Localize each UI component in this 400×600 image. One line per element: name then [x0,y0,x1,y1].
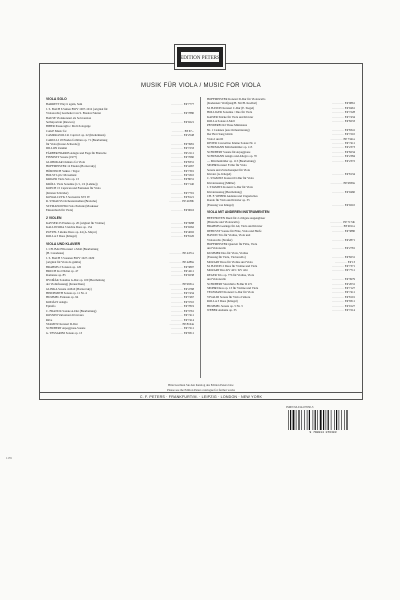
entry-title: HUMMEL Sonate op. 5 Nr. 3 [207,303,243,308]
entry-number: ………… EP 3897 [171,265,194,269]
entry-number: ………… EP 7414 [171,318,194,322]
entry-title: KAISER Stücke für Viola und Klavier [207,114,254,119]
entry-number: ………… EP 9839a [331,181,355,185]
entry-number: ………… EP 8233 [332,119,355,123]
entry-title: DEBUSSY Sonate für Flöte, Viola und Harfe [207,228,262,233]
entry-title: J. CH. BACH Konzert c-Moll (Bearbeitung [46,247,99,251]
entry-number: ………… EP 7660 [171,155,194,159]
entry-title: Selbstportrait (Rawson) [46,120,75,125]
entry-title: FÄRBER/HARRIS Adagio und Fuge für Bratsche [46,150,107,155]
section-heading: VIOLA MIT ANDEREN INSTRUMENTEN [207,210,270,215]
entry-number: ………… EP 7211 [171,326,194,330]
entry-title: ROLLA 3 Duos (Kliegel) [46,234,77,239]
entry-number: ………… EP 7411 [332,290,355,294]
entry-number: ………… EP 67... [172,129,194,133]
column-divider [200,97,201,378]
entry-title: RIVIER Concertino Kleine Sonate Nr. 4 [207,141,256,146]
entry-number: ………… EP 9210 [332,203,355,207]
entry-number: ………… EP 2372 [332,159,355,163]
entry-title: BAUSE Violakonzert als Soloversion [46,115,92,120]
entry-number: ………… EP 4768 [171,287,194,291]
entry-title: HINDEMITH Sonate op. 11 Nr. 4 [46,291,87,296]
left-column [46,97,194,335]
entry-number: ………… EP 7341a [331,137,355,141]
entry-number: ………… EP 2031 [332,282,355,286]
entry-number: ………… EP 3310 [171,173,194,177]
entry-title: DVOŘÁK Sonatine G-Dur op. 100 (Bearbeitung [46,277,105,282]
entry-title: (Kadenzen: Wolfgang/H. Sitt/H. Koelbel) [207,101,257,106]
entry-title: J. S. BACH 3 Sonaten BWV 1027-1029 [46,255,95,260]
entry-title: SCHUBERT Arpeggione-Sonate [46,326,86,331]
entry-number: ………… EP 7210 [332,132,355,136]
entry-title: CH. F. WEBER Andante und Ungarisches [207,193,258,198]
entry-title: Violoncello (Straßer) [207,237,233,242]
entry-number: ………… EP 3988 [171,221,194,225]
entry-number: ………… EP 4211 [171,269,194,273]
entry-number: ………… EP 7174b [330,220,355,224]
entry-number: ………… EP 8311 [171,331,194,335]
entry-title: Rêve [46,317,53,322]
entry-number: ………… EP 2871 [332,238,355,242]
entry-title: HOLLIGER Sonatine / Duo für Viola [207,110,253,115]
entry-title: (original für Viola da gamba) [46,260,82,265]
entry-title: MOZART Duo KV 423 / KV 424 [207,268,248,273]
entry-number: ………… EP 8311 [332,299,355,303]
entry-title: R. STRAUSS Orchesterstudien (Bratsche) [46,199,97,204]
entry-title: Nr. 1 Cadenza (aus Orchestrierung) [207,127,250,132]
entry-title: KOWALCZYK 3 Souvenirs XVI IV [46,194,90,199]
entry-number: ………… EP 7434 [332,115,355,119]
entry-title: für Viola (Kreuz-Schwede)) [46,142,80,147]
entry-number: ………… EP 7127 [332,286,355,290]
entry-title: und Violoncello [207,246,227,251]
entry-number: ………… EP 7880 [171,111,194,115]
barcode [286,410,360,430]
catalogue-entry [46,208,194,212]
entry-title: ROSSINI Variazioni di bravura [46,313,84,318]
entry-title: SCHUBERT Streichtrio B-Dur D 471 [207,281,253,286]
entry-number: ………… EP 8101 [332,295,355,299]
entry-number: ………… EP 2373 [332,145,355,149]
entry-number: ………… EP 2111 [171,151,194,155]
entry-title: SPOHR Duos op. 13 für Violine und Viola [207,286,259,291]
entry-title: CAGE Music for [46,128,67,133]
entry-number: ………… EP 7434 [171,291,194,295]
publisher-line: C. F. PETERS · FRANKFURT/M. · LEIPZIG · LONDON · NEW YORK [40,392,362,401]
entry-title: KRIGER Viola Solo op. 13 [46,177,79,182]
entry-title: BRUCH Kol Nidrei op. 47 [46,269,79,274]
entry-number: ………… EP 9016 [171,208,194,212]
entry-title: SZYMANOWSKI Solo Prelude (Moskauer [46,203,99,208]
entry-title: KAYSER 25 Etuden op. 20 (original für Violine) [46,220,105,225]
entry-title: (Fassung für Viola, Violoncello) [207,255,246,260]
entry-number: ………… EP 9262 [171,225,194,229]
entry-number: ………… EP 4471a [170,251,194,255]
catalogue-entry [46,331,194,335]
entry-title: Klavierauszug (Müller) [207,180,236,185]
entry-number: ………… EP 8331 [171,160,194,164]
entry-title: ROLLA Sonate d-Moll [207,119,235,124]
entry-title: Sonate und Zwischenspiel für Viola [207,167,250,172]
entry-title: BRAHMS 2 Sonaten op. 120 [46,264,82,269]
entry-number: ………… EP 2781 [332,246,355,250]
entry-title: J. S. BACH 6 Suiten BWV 1007-1012 (original für [46,106,108,111]
entry-title: und Violoncello [207,277,227,282]
edition-peters-logo [174,44,226,70]
entry-number: ………… EP 9238 [171,273,194,277]
catalogue-entry [207,203,355,207]
entry-title: CAMPAGNOLI 41 Capricci op. 22 (Kleitzmann) [46,133,106,138]
entry-title: der Violinfassung) (Kraus/Ilsen) [46,282,85,287]
footnote-german: Bitte beachten Sie den Katalog des Edition Peters bzw. [168,383,234,387]
entry-number: ………… EP 7467 [171,295,194,299]
entry-title: SPOHR Konzert F-Dur für Viola [207,163,247,168]
entry-number: ………… EP 8031 [171,177,194,181]
barcode-number: 9 790014 076303 [309,431,337,434]
entry-number: ………… EP 9127 [332,304,355,308]
entry-title: ROLLA 3 Duos (Kliegel) [207,299,238,304]
svg-text:EDITION PETERS: EDITION PETERS [180,56,220,61]
entry-title: Epitafio [46,304,56,309]
entry-title: SCHUMANN Adagio und Allegro op. 70 [207,154,257,159]
entry-title: (Kirsten Schröder) [46,190,69,195]
entry-title: Viola I und II [207,136,224,141]
entry-title: HOLST Lyric Movement [46,172,77,177]
entry-title: CARULLI 18 Etudes forbiltan op. 71 (Bearbeitung [46,137,108,142]
entry-title: SCHUMANN Märchenbilder op. 113 [207,145,253,150]
entry-number: ………… EP 3979 [332,277,355,281]
entry-title: BRAHMS Gesänge für Alt, Viola und Klavier [207,224,263,229]
entry-title: MOZART Duos für Violine und Viola [207,259,253,264]
entry-title: STAMITZ Konzert D-Dur [46,321,78,326]
page-mark: 1135 [6,456,12,460]
catalogue-entry [46,234,194,238]
entry-title: KRÖLL Viola Sonatine (1/1, 1/2 (Lehrke)) [46,181,98,186]
entry-title: PENDERECKI Three Miniatures [207,123,248,128]
footnote-english: Please see the Edition Peters catalogue for further works [167,388,235,392]
entry-title: FINNISSY Sonate (1977) [46,155,78,160]
entry-title: GLINKA Sonate d-Moll (Borisovsky) [46,286,92,291]
entry-title: C. STAMITZ Konzert D-Dur für Viola [207,176,254,181]
entry-title: J. STAMITZ Konzert G-Dur für Viola [207,185,253,190]
entry-title: SCHUBERT Sonate für Arpeggione [207,149,251,154]
entry-number: ………… EP 7214 [332,308,355,312]
entry-number: ………… EP 4286a [170,260,194,264]
entry-title: DILLON Zenmai [46,146,68,151]
entry-number: ………… EP 7233 [171,146,194,150]
entry-title: HOFFMEISTER 12 Etuden (Borisovsky) [46,164,96,169]
entry-number: ………… EP 7140 [171,182,194,186]
section-heading: 2 VIOLEN [46,215,62,220]
entry-title: BIBER Passacaglia / Moll-Sologeige [46,124,91,129]
entry-title: TELEMANN Konzert G-Dur für Viola [207,290,254,295]
entry-title: C. FRANCK Sonate A-Dur (Bearbeitung) [46,308,97,313]
entry-title: M. HAYDN 2 Duos für Violine und Viola [207,264,258,269]
entry-title: GLOBOKAR Ostinato for Viola [46,159,86,164]
entry-title: KODÁLY Adagio [46,299,68,304]
entry-number: ………… EP 8164a [170,322,194,326]
entry-number: ………… EP 9931a [170,282,194,286]
page-title: MUSIK FÜR VIOLA / MUSIC FOR VIOLA [141,83,261,89]
entry-number: ………… EP 7371 [332,264,355,268]
entry-number: ………… EP 2384 [332,154,355,158]
entry-title: PLEYEL 3 kleine Duos op. 44 (A. Mayer) [46,229,97,234]
ismn-label: ISMN M-014-07630-3 [286,405,314,409]
entry-title: HÖRNISCH Ssikno / Yegor [46,168,80,173]
entry-number: ………… EP 7228 [332,110,355,114]
entry-title: Klavierauszug (Bearbeitung) [207,189,242,194]
entry-number: ………… EP 2548 [171,133,194,137]
entry-title: (H. Casadesus) [46,251,65,256]
entry-number: ………… EP 9011a [331,224,355,228]
entry-number: ………… EP 9861 [332,101,355,105]
entry-title: M. HAYDN Konzert C-Dur (E. Siegel) [207,105,255,110]
entry-number: ………… EP 9221 [171,120,194,124]
entry-title: (Fassung von Kliegel) [207,202,234,207]
entry-number: ………… EP 7791 [171,191,194,195]
entry-title: BARRETT Play it again, Sam [46,102,83,107]
entry-number: ………… EP 7819 [171,304,194,308]
entry-number: ………… EP 9461 [332,106,355,110]
entry-number: ………… EP 3880 [332,229,355,233]
entry-title: G. TESSARINI Sonate op. 13 [46,330,83,335]
right-column [207,97,355,313]
entry-title: Klavier (A. Kliegel) [207,171,232,176]
entry-title: WEBER Andante op. 35 [207,308,237,313]
entry-number: ………… EP 3981 [171,142,194,146]
entry-title: Einsatzbuch für Viola) [46,208,74,213]
entry-number: ………… EP 8134 [332,172,355,176]
entry-title: HUMMEL Fantasie op. 94 [46,295,79,300]
entry-number: ………… EP 8231 [332,255,355,259]
entry-number: ………… EP 4189b [169,199,194,203]
entry-number: ………… EP 8341 [332,128,355,132]
entry-title: Romanze op. 85 [46,273,66,278]
entry-number: ………… EP 8126 [171,234,194,238]
entry-number: ………… EP 8234 [332,150,355,154]
entry-number: ………… EP 7391 [171,169,194,173]
entry-number: ………… EP 7711 [332,268,355,272]
entry-title: BEETHOVEN Duett für 2 obligate Augengläser [207,215,266,220]
entry-number: ………… EP 8121 [171,195,194,199]
entry-title: VIVALDI Sonate für Viola d’amore [207,294,251,299]
entry-title: HOFFMEISTER Konzert D-Dur für Violoncello [207,97,266,101]
entry-title: HAYDN Trio für Violine, Viola und [207,233,251,238]
entry-number: ………… EP 7411 [171,313,194,317]
entry-title: Der Herr Sang Glück [207,132,233,137]
entry-title: KOECH 15 Capricen und Fantasien für Viola [46,186,101,191]
entry-number: ………… EP 3710 [171,300,194,304]
entry-number: ………… EP 4002 [171,230,194,234]
entry-number: ………… EP 13 [335,260,355,264]
entry-title: Violoncello) bearbeitet von S. Bredow/Stutter [46,111,102,116]
entry-title: (Bratsche und Violoncello) [207,219,240,224]
entry-title: REGER Trio op. 77b für Violine, Viola [207,272,255,277]
section-heading: VIOLA SOLO [46,97,67,101]
entry-title: KUMMER Duo für Viola, Violine [207,250,249,255]
entry-title: HOFFMEISTER Quartett für Flöte, Viola [207,242,258,246]
entry-title: KALLIWODA 3 leichte Duos op. 154 [46,225,92,230]
catalogue-entry [207,308,355,312]
entry-number: ………… EP 4267 [171,164,194,168]
entry-title: Rondo für Viola und Klavier op. 35 [207,198,250,203]
entry-number: ………… EP 3761 [171,309,194,313]
section-heading: VIOLA UND KLAVIER [46,241,81,246]
entry-number: ………… EP 9460 [332,190,355,194]
entry-number: ………… EP 7411 [332,141,355,145]
entry-title: — Märchenbilder op. 113 (Bearbeitung) [207,158,256,163]
entry-number: ………… EP 7777 [171,102,194,106]
